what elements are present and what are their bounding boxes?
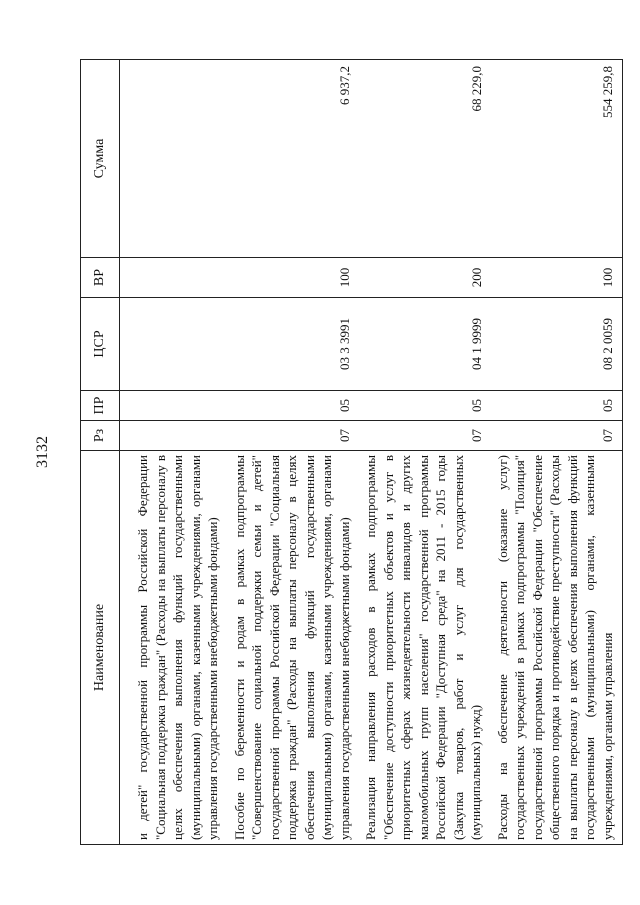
header-vr: ВР — [81, 258, 120, 298]
row-csr: 08 2 0059 — [491, 298, 623, 391]
table-row — [491, 60, 623, 845]
row-csr: 04 1 9999 — [359, 298, 491, 391]
row-rz: 07 — [491, 421, 623, 451]
row-sum: 68 229,0 — [359, 60, 491, 258]
header-csr: ЦСР — [81, 298, 120, 391]
budget-table — [80, 59, 623, 845]
table-row — [228, 60, 360, 845]
row-name: Пособие по беременности и родам в рамках подпрограммы "Совершенствование социальной поддержки семьи и детей" государственной программы Российской Федерации "Социальная поддержка граждан" (Расходы на выплаты персоналу в целях обеспечения выполнения функций государственными (муниципальными) органами, казенными учреждениями, органами управления государственными внебюджетными фондами) — [228, 451, 360, 845]
row-csr — [120, 298, 228, 391]
header-sum: Сумма — [81, 60, 120, 258]
row-name: Реализация направления расходов в рамках подпрограммы "Обеспечение доступности приоритетных объектов и услуг в приоритетных сферах жизнедеятельности инвалидов и других маломобильных групп населения" государственной программы Российской Федерации "Доступная среда" на 2011 - 2015 годы (Закупка товаров, работ и услуг для государственных (муниципальных) нужд) — [359, 451, 491, 845]
header-name: Наименование — [81, 451, 120, 845]
row-sum: 554 259,8 — [491, 60, 623, 258]
row-vr: 100 — [491, 258, 623, 298]
rotated-table-wrapper — [80, 60, 620, 845]
table-row — [359, 60, 491, 845]
row-rz: 07 — [228, 421, 360, 451]
row-pr: 05 — [228, 391, 360, 421]
table-row — [120, 60, 228, 845]
header-rz: Рз — [81, 421, 120, 451]
table-header-row — [81, 60, 120, 845]
page-number: 3132 — [34, 436, 51, 468]
row-pr: 05 — [491, 391, 623, 421]
row-vr — [120, 258, 228, 298]
row-name: и детей" государственной программы Российской Федерации "Социальная поддержка граждан" (Расходы на выплаты персоналу в целях обеспечения выполнения функций государственными (муниципальными) органами, казенными учреждениями, органами управления государственными внебюджетными фондами) — [120, 451, 228, 845]
row-sum — [120, 60, 228, 258]
row-name: Расходы на обеспечение деятельности (оказание услуг) государственных учреждений в рамках подпрограммы "Полиция" государственной программы Российской Федерации "Обеспечение общественного порядка и противодействие преступности" (Расходы на выплаты персоналу в целях обеспечения выполнения функций государственными (муниципальными) органами, казенными учреждениями, органами управления — [491, 451, 623, 845]
row-csr: 03 3 3991 — [228, 298, 360, 391]
row-vr: 200 — [359, 258, 491, 298]
row-pr: 05 — [359, 391, 491, 421]
row-vr: 100 — [228, 258, 360, 298]
row-rz: 07 — [359, 421, 491, 451]
header-pr: ПР — [81, 391, 120, 421]
row-sum: 6 937,2 — [228, 60, 360, 258]
row-rz — [120, 421, 228, 451]
row-pr — [120, 391, 228, 421]
